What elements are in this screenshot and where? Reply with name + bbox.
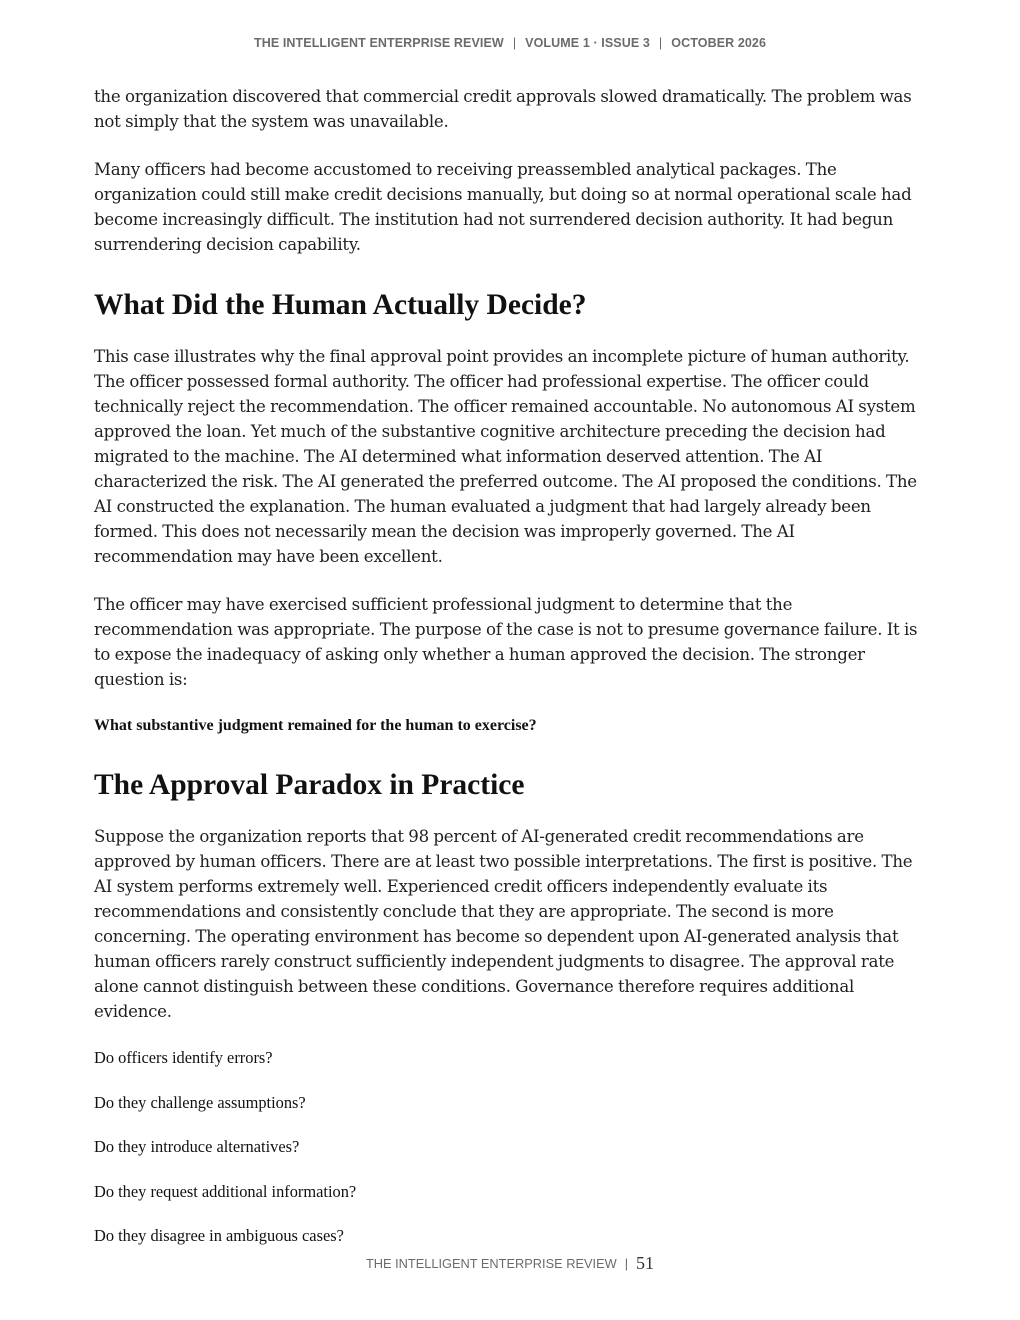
paragraph: Suppose the organization reports that 98 percent of AI-generated credit recommendations are approved by human officers. There are at least two possible interpretations. The first is positive. The AI system performs extremely well. Experienced credit officers independently evaluate its recommendations and consistently conclude that they are appropriate. The second is more concerning. The operating environment has become so dependent upon AI-generated analysis that human officers rarely construct sufficiently independent judgments to disagree. The approval rate alone cannot distinguish between these conditions. Governance therefore requires additional evidence. xyxy=(94,827,913,1021)
question-list xyxy=(94,1047,934,1247)
list-item: Do they disagree in ambiguous cases? xyxy=(94,1226,344,1245)
list-item: Do they request additional information? xyxy=(94,1181,357,1201)
article-body xyxy=(94,84,934,1270)
paragraph: The officer may have exercised sufficient professional judgment to determine that the recommendation was appropriate. The purpose of the case is not to presume governance failure. It is to expose the inadequacy of asking only whether a human approved the decision. The stronger question is: xyxy=(94,595,918,689)
list-item: Do they introduce alternatives? xyxy=(94,1137,300,1156)
list-item: Do they challenge assumptions? xyxy=(94,1092,306,1112)
list-item: Do officers identify errors? xyxy=(94,1048,273,1067)
running-footer xyxy=(0,1253,1020,1274)
section-heading: What Did the Human Actually Decide? xyxy=(94,289,587,321)
header-issue: VOLUME 1 · ISSUE 3 xyxy=(525,36,650,50)
paragraph: Many officers had become accustomed to receiving preassembled analytical packages. The organization could still make credit decisions manually, but doing so at normal operational scale had become increasingly difficult. The institution had not surrendered decision authority. It had begun surrendering decision capability. xyxy=(94,160,912,254)
footer-publication: THE INTELLIGENT ENTERPRISE REVIEW xyxy=(365,1256,617,1271)
header-separator: | xyxy=(512,36,517,50)
header-date: OCTOBER 2026 xyxy=(671,36,767,50)
header-publication: THE INTELLIGENT ENTERPRISE REVIEW xyxy=(253,36,504,50)
key-question: What substantive judgment remained for the human to exercise? xyxy=(94,717,537,734)
header-separator: | xyxy=(658,36,663,50)
section-heading: The Approval Paradox in Practice xyxy=(94,769,525,801)
paragraph: the organization discovered that commercial credit approvals slowed dramatically. The problem was not simply that the system was unavailable. xyxy=(94,87,912,131)
running-header xyxy=(0,36,1020,50)
footer-separator: | xyxy=(624,1256,629,1271)
page-number: 51 xyxy=(636,1253,655,1273)
paragraph: This case illustrates why the final approval point provides an incomplete picture of human authority. The officer possessed formal authority. The officer had professional expertise. The officer could technically reject the recommendation. The officer remained accountable. No autonomous AI system approved the loan. Yet much of the substantive cognitive architecture preceding the decision had migrated to the machine. The AI determined what information deserved attention. The AI characterized the risk. The AI generated the preferred outcome. The AI proposed the conditions. The AI constructed the explanation. The human evaluated a judgment that had largely already been formed. This does not necessarily mean the decision was improperly governed. The AI recommendation may have been excellent. xyxy=(94,347,917,566)
